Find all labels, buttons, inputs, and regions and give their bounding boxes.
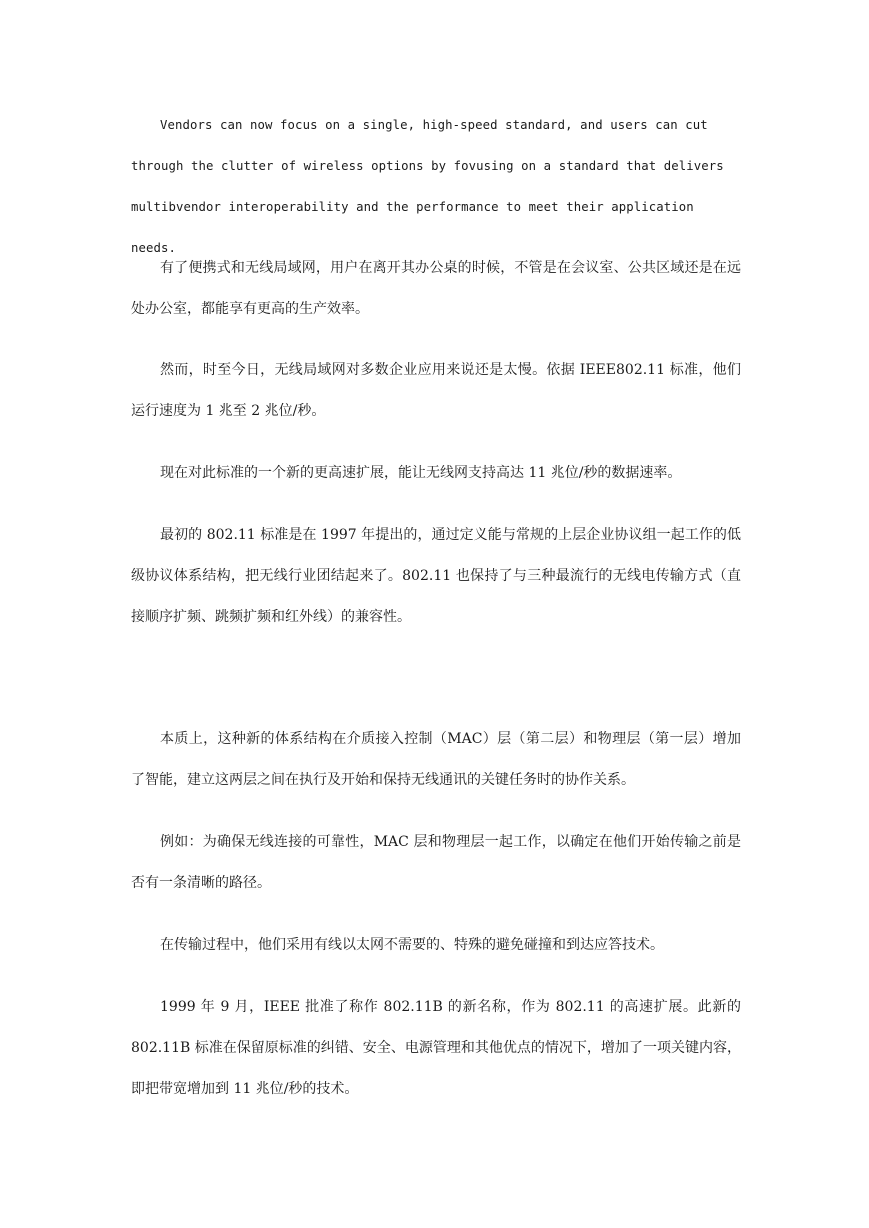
paragraph-high-speed-extension: 现在对此标准的一个新的更高速扩展，能让无线网支持高达 11 兆位/秒的数据速率。 xyxy=(160,465,682,481)
paragraph-example: 例如：为确保无线连接的可靠性，MAC 层和物理层一起工作，以确定在他们开始传输之前是否有一条清晰的路径。 xyxy=(131,834,741,891)
paragraph-english-intro: Vendors can now focus on a single, high-speed standard, and users can cut through the clutter of wireless options by fovusing on a standard that delivers multibvendor interoperability and the performance to meet their application needs. xyxy=(131,118,724,255)
paragraph-productivity: 有了便携式和无线局域网，用户在离开其办公桌的时候，不管是在会议室、公共区域还是在远处办公室，都能享有更高的生产效率。 xyxy=(131,260,741,317)
paragraph-architecture: 本质上，这种新的体系结构在介质接入控制（MAC）层（第二层）和物理层（第一层）增加了智能，建立这两层之间在执行及开始和保持无线通讯的关键任务时的协作关系。 xyxy=(131,731,741,788)
paragraph-original-standard: 最初的 802.11 标准是在 1997 年提出的，通过定义能与常规的上层企业协议组一起工作的低级协议体系结构，把无线行业团结起来了。802.11 也保持了与三种最流行的无线电传输方式（直接顺序扩频、跳频扩频和红外线）的兼容性。 xyxy=(131,527,741,625)
paragraph-speed-limitation: 然而，时至今日，无线局域网对多数企业应用来说还是太慢。依据 IEEE802.11 标准，他们运行速度为 1 兆至 2 兆位/秒。 xyxy=(131,362,741,419)
paragraph-802-11b: 1999 年 9 月，IEEE 批准了称作 802.11B 的新名称，作为 802.11 的高速扩展。此新的 802.11B 标准在保留原标准的纠错、安全、电源管理和其他优点的情况下，增加了一项关键内容，即把带宽增加到 11 兆位/秒的技术。 xyxy=(131,999,741,1097)
paragraph-transmission: 在传输过程中，他们采用有线以太网不需要的、特殊的避免碰撞和到达应答技术。 xyxy=(160,937,664,953)
